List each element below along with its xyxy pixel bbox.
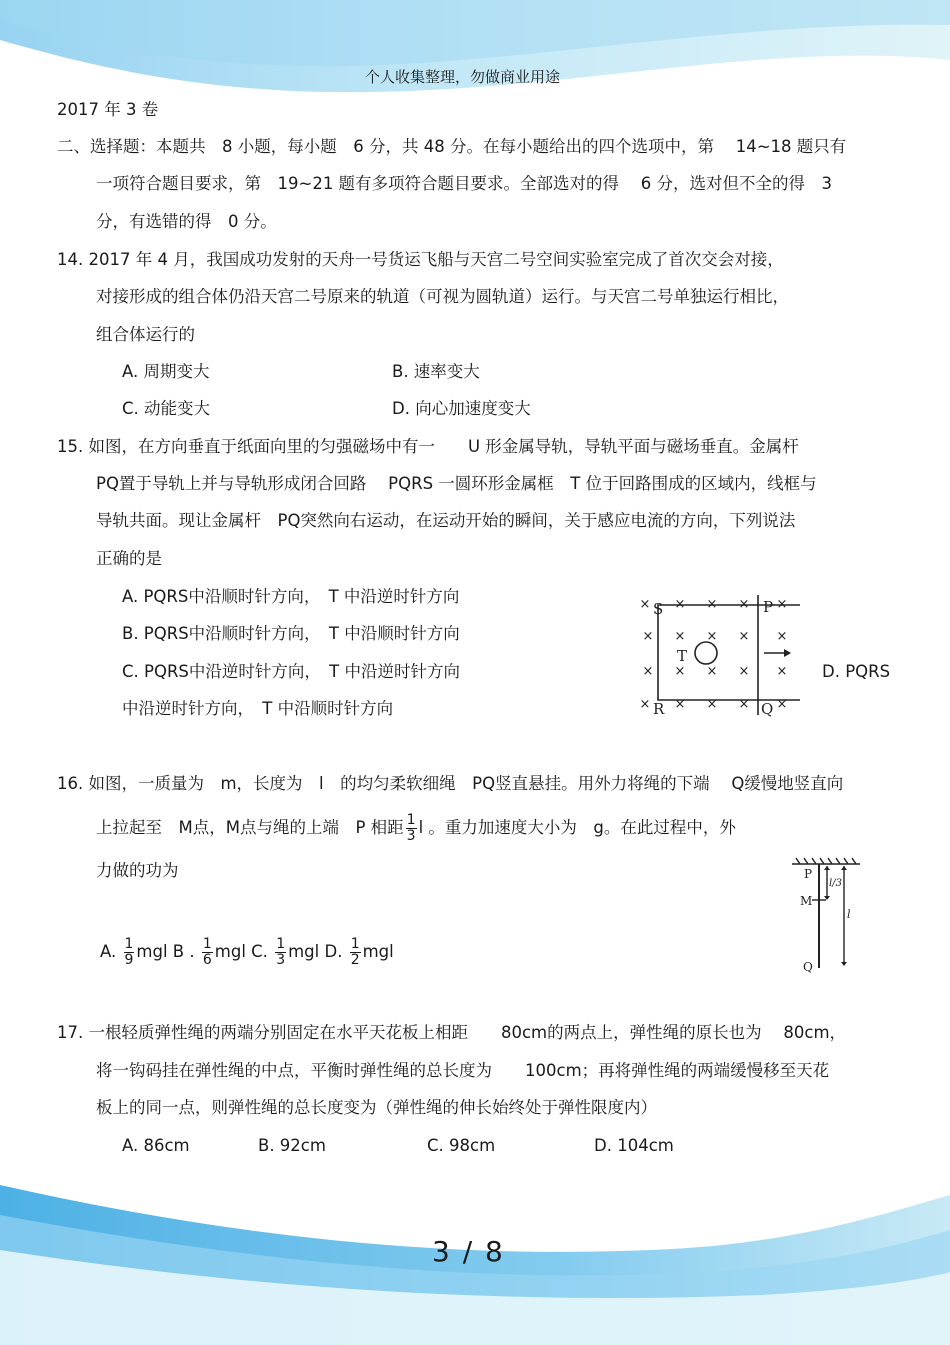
svg-text:×: × <box>776 629 788 644</box>
label-s: S <box>653 600 664 618</box>
q16-option-a-label: A. <box>100 942 117 961</box>
label-m: M <box>800 894 813 908</box>
q17-line-1: 17. 一根轻质弹性绳的两端分别固定在水平天花板上相距 80cm的两点上，弹性绳的原长也为 80cm， <box>57 1023 847 1042</box>
q15-circuit-figure <box>636 590 806 725</box>
q15-line-3: 导轨共面。现让金属杆 PQ突然向右运动，在运动开始的瞬间，关于感应电流的方向，下列说法 <box>96 511 796 530</box>
q17-option-c: C. 98cm <box>427 1136 496 1155</box>
year-label: 2017 年 3 卷 <box>57 100 159 119</box>
q16-options <box>100 932 394 972</box>
svg-text:×: × <box>776 697 788 712</box>
q16-line-2b: l 。重力加速度大小为 g。在此过程中，外 <box>418 818 736 837</box>
section-line-1: 二、选择题：本题共 8 小题，每小题 6 分，共 48 分。在每小题给出的四个选项中，第 14~18 题只有 <box>57 137 847 156</box>
label-t: T <box>677 647 688 665</box>
label-q: Q <box>803 960 813 974</box>
q14-line-2: 对接形成的组合体仍沿天宫二号原来的轨道（可视为圆轨道）运行。与天宫二号单独运行相比， <box>96 287 789 306</box>
svg-text:×: × <box>674 629 686 644</box>
svg-text:×: × <box>706 697 718 712</box>
fraction-one-third-option: $\frac{1}{3}$ <box>276 936 286 968</box>
q15-line-2: PQ置于导轨上并与导轨形成闭合回路 PQRS 一圆环形金属框 T 位于回路围成的区域内，线框与 <box>96 474 817 493</box>
q17-line-3: 板上的同一点，则弹性绳的总长度变为（弹性绳的伸长始终处于弹性限度内） <box>96 1098 657 1117</box>
svg-text:×: × <box>639 597 651 612</box>
svg-text:×: × <box>642 629 654 644</box>
q17-option-a: A. 86cm <box>122 1136 190 1155</box>
svg-text:×: × <box>776 597 788 612</box>
svg-text:×: × <box>706 664 718 679</box>
svg-text:×: × <box>776 664 788 679</box>
label-q: Q <box>761 700 774 718</box>
svg-text:×: × <box>639 697 651 712</box>
q16-option-b-label: mgl B . <box>136 942 195 961</box>
q14-option-b: B. 速率变大 <box>392 362 480 381</box>
page-number: 3 / 8 <box>432 1235 505 1268</box>
svg-text:×: × <box>738 629 750 644</box>
label-p: P <box>763 598 774 616</box>
svg-text:×: × <box>738 664 750 679</box>
svg-text:×: × <box>738 597 750 612</box>
q17-line-2: 将一钩码挂在弹性绳的中点，平衡时弹性绳的总长度为 100cm；再将弹性绳的两端缓慢移至天花 <box>96 1061 830 1080</box>
q14-line-3: 组合体运行的 <box>96 325 195 344</box>
section-line-3: 分，有选错的得 0 分。 <box>96 212 277 231</box>
svg-text:×: × <box>706 629 718 644</box>
label-r: R <box>653 700 665 718</box>
q16-rope-figure <box>790 856 865 976</box>
fraction-one-half: $\frac{1}{2}$ <box>350 936 360 968</box>
q16-option-d-label: mgl D. <box>288 942 343 961</box>
q16-option-c-label: mgl C. <box>214 942 268 961</box>
q16-line-1: 16. 如图，一质量为 m，长度为 l 的均匀柔软细绳 PQ竖直悬挂。用外力将绳的下端 Q缓慢地竖直向 <box>57 774 844 793</box>
fraction-one-ninth: $\frac{1}{9}$ <box>124 936 134 968</box>
q15-option-b: B. PQRS中沿顺时针方向， T 中沿顺时针方向 <box>122 624 460 643</box>
svg-text:×: × <box>674 664 686 679</box>
fraction-one-third: $\frac{1}{3}$ <box>406 812 416 844</box>
q15-line-1: 15. 如图，在方向垂直于纸面向里的匀强磁场中有一 U 形金属导轨，导轨平面与磁场垂直。金属杆 <box>57 437 799 456</box>
q16-option-end: mgl <box>362 942 394 961</box>
ring-frame-t <box>695 642 717 664</box>
label-l: l <box>847 908 851 921</box>
q15-option-a: A. PQRS中沿顺时针方向， T 中沿逆时针方向 <box>122 587 460 606</box>
q17-option-d: D. 104cm <box>594 1136 674 1155</box>
svg-text:×: × <box>674 597 686 612</box>
q15-option-d-continued: 中沿逆时针方向， T 中沿顺时针方向 <box>122 699 394 718</box>
q16-line-3: 力做的功为 <box>96 861 179 880</box>
q16-line-2 <box>96 808 736 848</box>
q16-line-2a: 上拉起至 M点，M点与绳的上端 P 相距 <box>96 818 404 837</box>
arrow-head <box>784 649 791 657</box>
svg-text:×: × <box>738 697 750 712</box>
q14-option-c: C. 动能变大 <box>122 399 211 418</box>
svg-text:×: × <box>706 597 718 612</box>
fraction-one-sixth: $\frac{1}{6}$ <box>202 936 212 968</box>
section-line-2: 一项符合题目要求，第 19~21 题有多项符合题目要求。全部选对的得 6 分，选对但不全的得 3 <box>96 174 833 193</box>
header-note: 个人收集整理，勿做商业用途 <box>365 68 561 86</box>
q14-option-d: D. 向心加速度变大 <box>392 399 531 418</box>
q15-line-4: 正确的是 <box>96 549 162 568</box>
svg-text:×: × <box>674 697 686 712</box>
svg-text:×: × <box>642 664 654 679</box>
q15-option-c: C. PQRS中沿逆时针方向， T 中沿逆时针方向 <box>122 662 460 681</box>
label-l3: l/3 <box>829 878 842 889</box>
q14-line-1: 14. 2017 年 4 月，我国成功发射的天舟一号货运飞船与天宫二号空间实验室完成了首次交会对接， <box>57 250 784 269</box>
q17-option-b: B. 92cm <box>258 1136 326 1155</box>
q14-option-a: A. 周期变大 <box>122 362 210 381</box>
q15-option-d: D. PQRS <box>822 662 891 681</box>
label-p: P <box>804 867 813 881</box>
